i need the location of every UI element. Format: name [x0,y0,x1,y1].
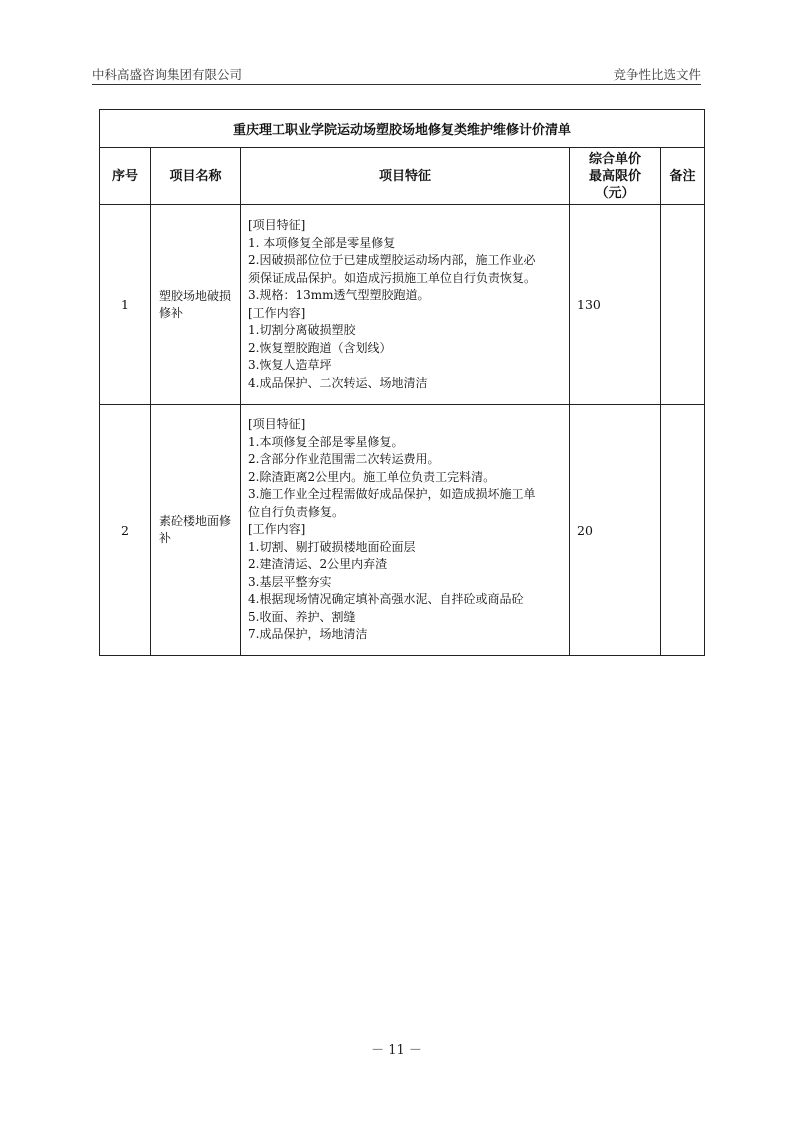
feature-line: 4.成品保护、二次转运、场地清洁 [248,375,428,390]
page-header [92,62,701,85]
header-price-line: 最高限价 [588,168,641,184]
feature-line: [工作内容] [248,305,306,320]
header-remark: 备注 [661,148,705,205]
feature-line: 4.根据现场情况确定填补高强水泥、自拌砼或商品砼 [248,592,524,607]
header-features: 项目特征 [241,148,570,205]
feature-line: 须保证成品保护。如造成污损施工单位自行负责恢复。 [248,270,537,285]
row-seq: 1 [100,205,151,405]
header-price-line: （元） [595,185,635,201]
table-title-row [100,110,705,148]
feature-line: 2.建渣清运、2公里内弃渣 [248,557,388,572]
pricing-table [99,109,705,656]
feature-line: 1.切割、剔打破损楼地面砼面层 [248,539,416,554]
feature-line: 3.施工作业全过程需做好成品保护，如造成损坏施工单 [248,487,536,502]
table-title: 重庆理工职业学院运动场塑胶场地修复类维护维修计价清单 [100,110,705,148]
row-features [241,405,570,656]
row-name [151,205,241,405]
row-name-line: 素砼楼地面修 [159,514,232,528]
row-name-line: 修补 [159,305,184,320]
row-name-line: 塑胶场地破损 [159,288,232,303]
feature-line: 2.除渣距离2公里内。施工单位负责工完料清。 [248,469,496,484]
row-price [570,405,661,656]
feature-line: 3.规格：13mm透气型塑胶跑道。 [248,288,430,302]
row-name-line: 补 [159,531,172,545]
header-price-line: 综合单价 [588,151,641,167]
feature-line: 2.含部分作业范围需二次转运费用。 [248,452,440,467]
header-seq: 序号 [100,148,151,205]
header-price [570,148,661,205]
feature-line: [项目特征] [248,417,306,432]
row-seq: 2 [100,405,151,656]
page-number: － 11 － [371,1043,422,1058]
row-remark [661,205,705,405]
feature-line: 3.恢复人造草坪 [248,358,332,372]
feature-line: 1.切割分离破损塑胶 [248,323,356,337]
feature-line: 5.收面、养护、割缝 [248,609,356,624]
row-name [151,405,241,656]
feature-line: 7.成品保护，场地清洁 [248,627,368,642]
document-type: 竞争性比选文件 [613,67,701,82]
row-features [241,205,570,405]
feature-line: 1. 本项修复全部是零星修复 [248,235,396,250]
feature-line: 2.恢复塑胶跑道（含划线） [248,340,392,355]
table-row [100,405,705,656]
feature-line: 2.因破损部位位于已建成塑胶运动场内部，施工作业必 [248,253,536,267]
feature-line: 1.本项修复全部是零星修复。 [248,434,404,449]
row-remark [661,405,705,656]
feature-line: [项目特征] [248,218,306,232]
table-row [100,205,705,405]
row-price-value: 130 [577,297,601,312]
company-name: 中科高盛咨询集团有限公司 [92,67,243,82]
feature-line: 3.基层平整夯实 [248,574,332,589]
header-name: 项目名称 [151,148,241,205]
feature-line: 位自行负责修复。 [248,504,345,519]
table-header-row [100,148,705,205]
feature-line: [工作内容] [248,522,306,537]
row-price [570,205,661,405]
row-price-value: 20 [577,522,593,538]
